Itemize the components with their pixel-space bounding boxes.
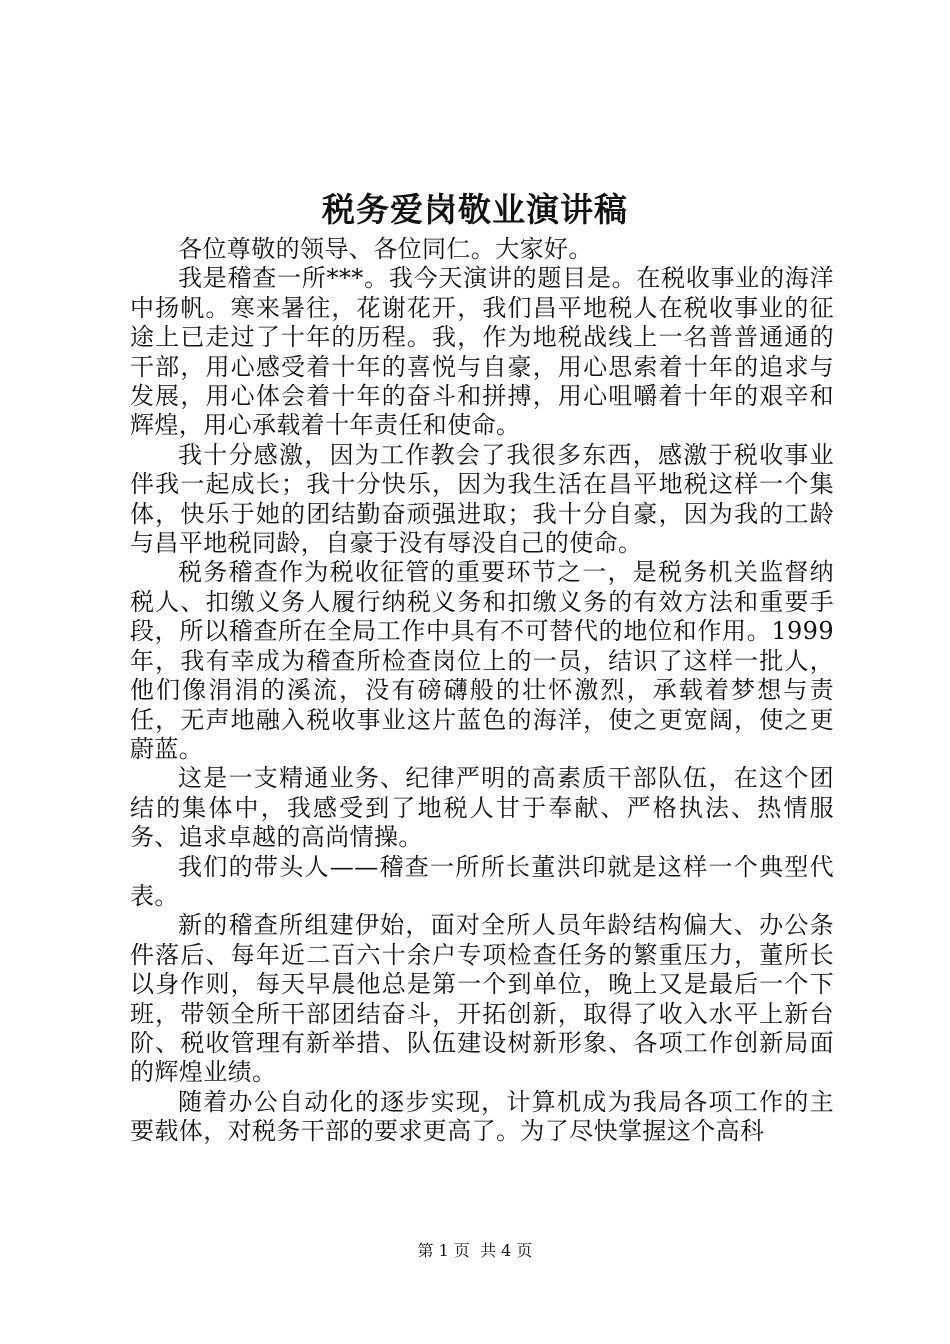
total-pages: 共 4 页 bbox=[480, 1241, 533, 1260]
paragraph-greeting: 各位尊敬的领导、各位同仁。大家好。 bbox=[178, 235, 593, 263]
document-body bbox=[130, 235, 834, 1147]
paragraph-tax-inspection: 税务稽查作为税收征管的重要环节之一，是税务机关监督纳税人、扣缴义务人履行纳税义务和扣缴义务的有效方法和重要手段，所以稽查所在全局工作中具有不可替代的地位和作用。1999年，我有幸成为稽查所检查岗位上的一员，结识了这样一批人，他们像涓涓的溪流，没有磅礴般的壮怀激烈，承载着梦想与责任，无声地融入税收事业这片蓝色的海洋，使之更宽阔，使之更蔚蓝。 bbox=[130, 558, 834, 763]
page-number: 第 1 页 bbox=[417, 1241, 470, 1260]
paragraph-introduction: 我是稽查一所***。我今天演讲的题目是。在税收事业的海洋中扬帆。寒来暑往，花谢花开，我们昌平地税人在税收事业的征途上已走过了十年的历程。我，作为地税战线上一名普普通通的干部，用心感受着十年的喜悦与自豪，用心思索着十年的追求与发展，用心体会着十年的奋斗和拼搏，用心咀嚼着十年的艰辛和辉煌，用心承载着十年责任和使命。 bbox=[130, 264, 834, 440]
paragraph-gratitude: 我十分感激，因为工作教会了我很多东西，感激于税收事业伴我一起成长；我十分快乐，因为我生活在昌平地税这样一个集体，快乐于她的团结勤奋顽强进取；我十分自豪，因为我的工龄与昌平地税同龄，自豪于没有辱没自己的使命。 bbox=[130, 440, 834, 558]
document-title: 税务爱岗敬业演讲稿 bbox=[322, 190, 628, 229]
paragraph-new-office: 新的稽查所组建伊始，面对全所人员年龄结构偏大、办公条件落后、每年近二百六十余户专项检查任务的繁重压力，董所长以身作则，每天早晨他总是第一个到单位，晚上又是最后一个下班，带领全所干部团结奋斗，开拓创新，取得了收入水平上新台阶、税收管理有新举措、队伍建设树新形象、各项工作创新局面的辉煌业绩。 bbox=[130, 911, 834, 1087]
footer-spacer bbox=[470, 1241, 480, 1260]
page-footer bbox=[0, 1240, 950, 1262]
paragraph-leader: 我们的带头人——稽查一所所长董洪印就是这样一个典型代表。 bbox=[130, 852, 834, 910]
paragraph-team: 这是一支精通业务、纪律严明的高素质干部队伍，在这个团结的集体中，我感受到了地税人甘于奉献、严格执法、热情服务、追求卓越的高尚情操。 bbox=[130, 764, 834, 852]
paragraph-automation: 随着办公自动化的逐步实现，计算机成为我局各项工作的主要载体，对税务干部的要求更高了。为了尽快掌握这个高科 bbox=[130, 1087, 834, 1146]
